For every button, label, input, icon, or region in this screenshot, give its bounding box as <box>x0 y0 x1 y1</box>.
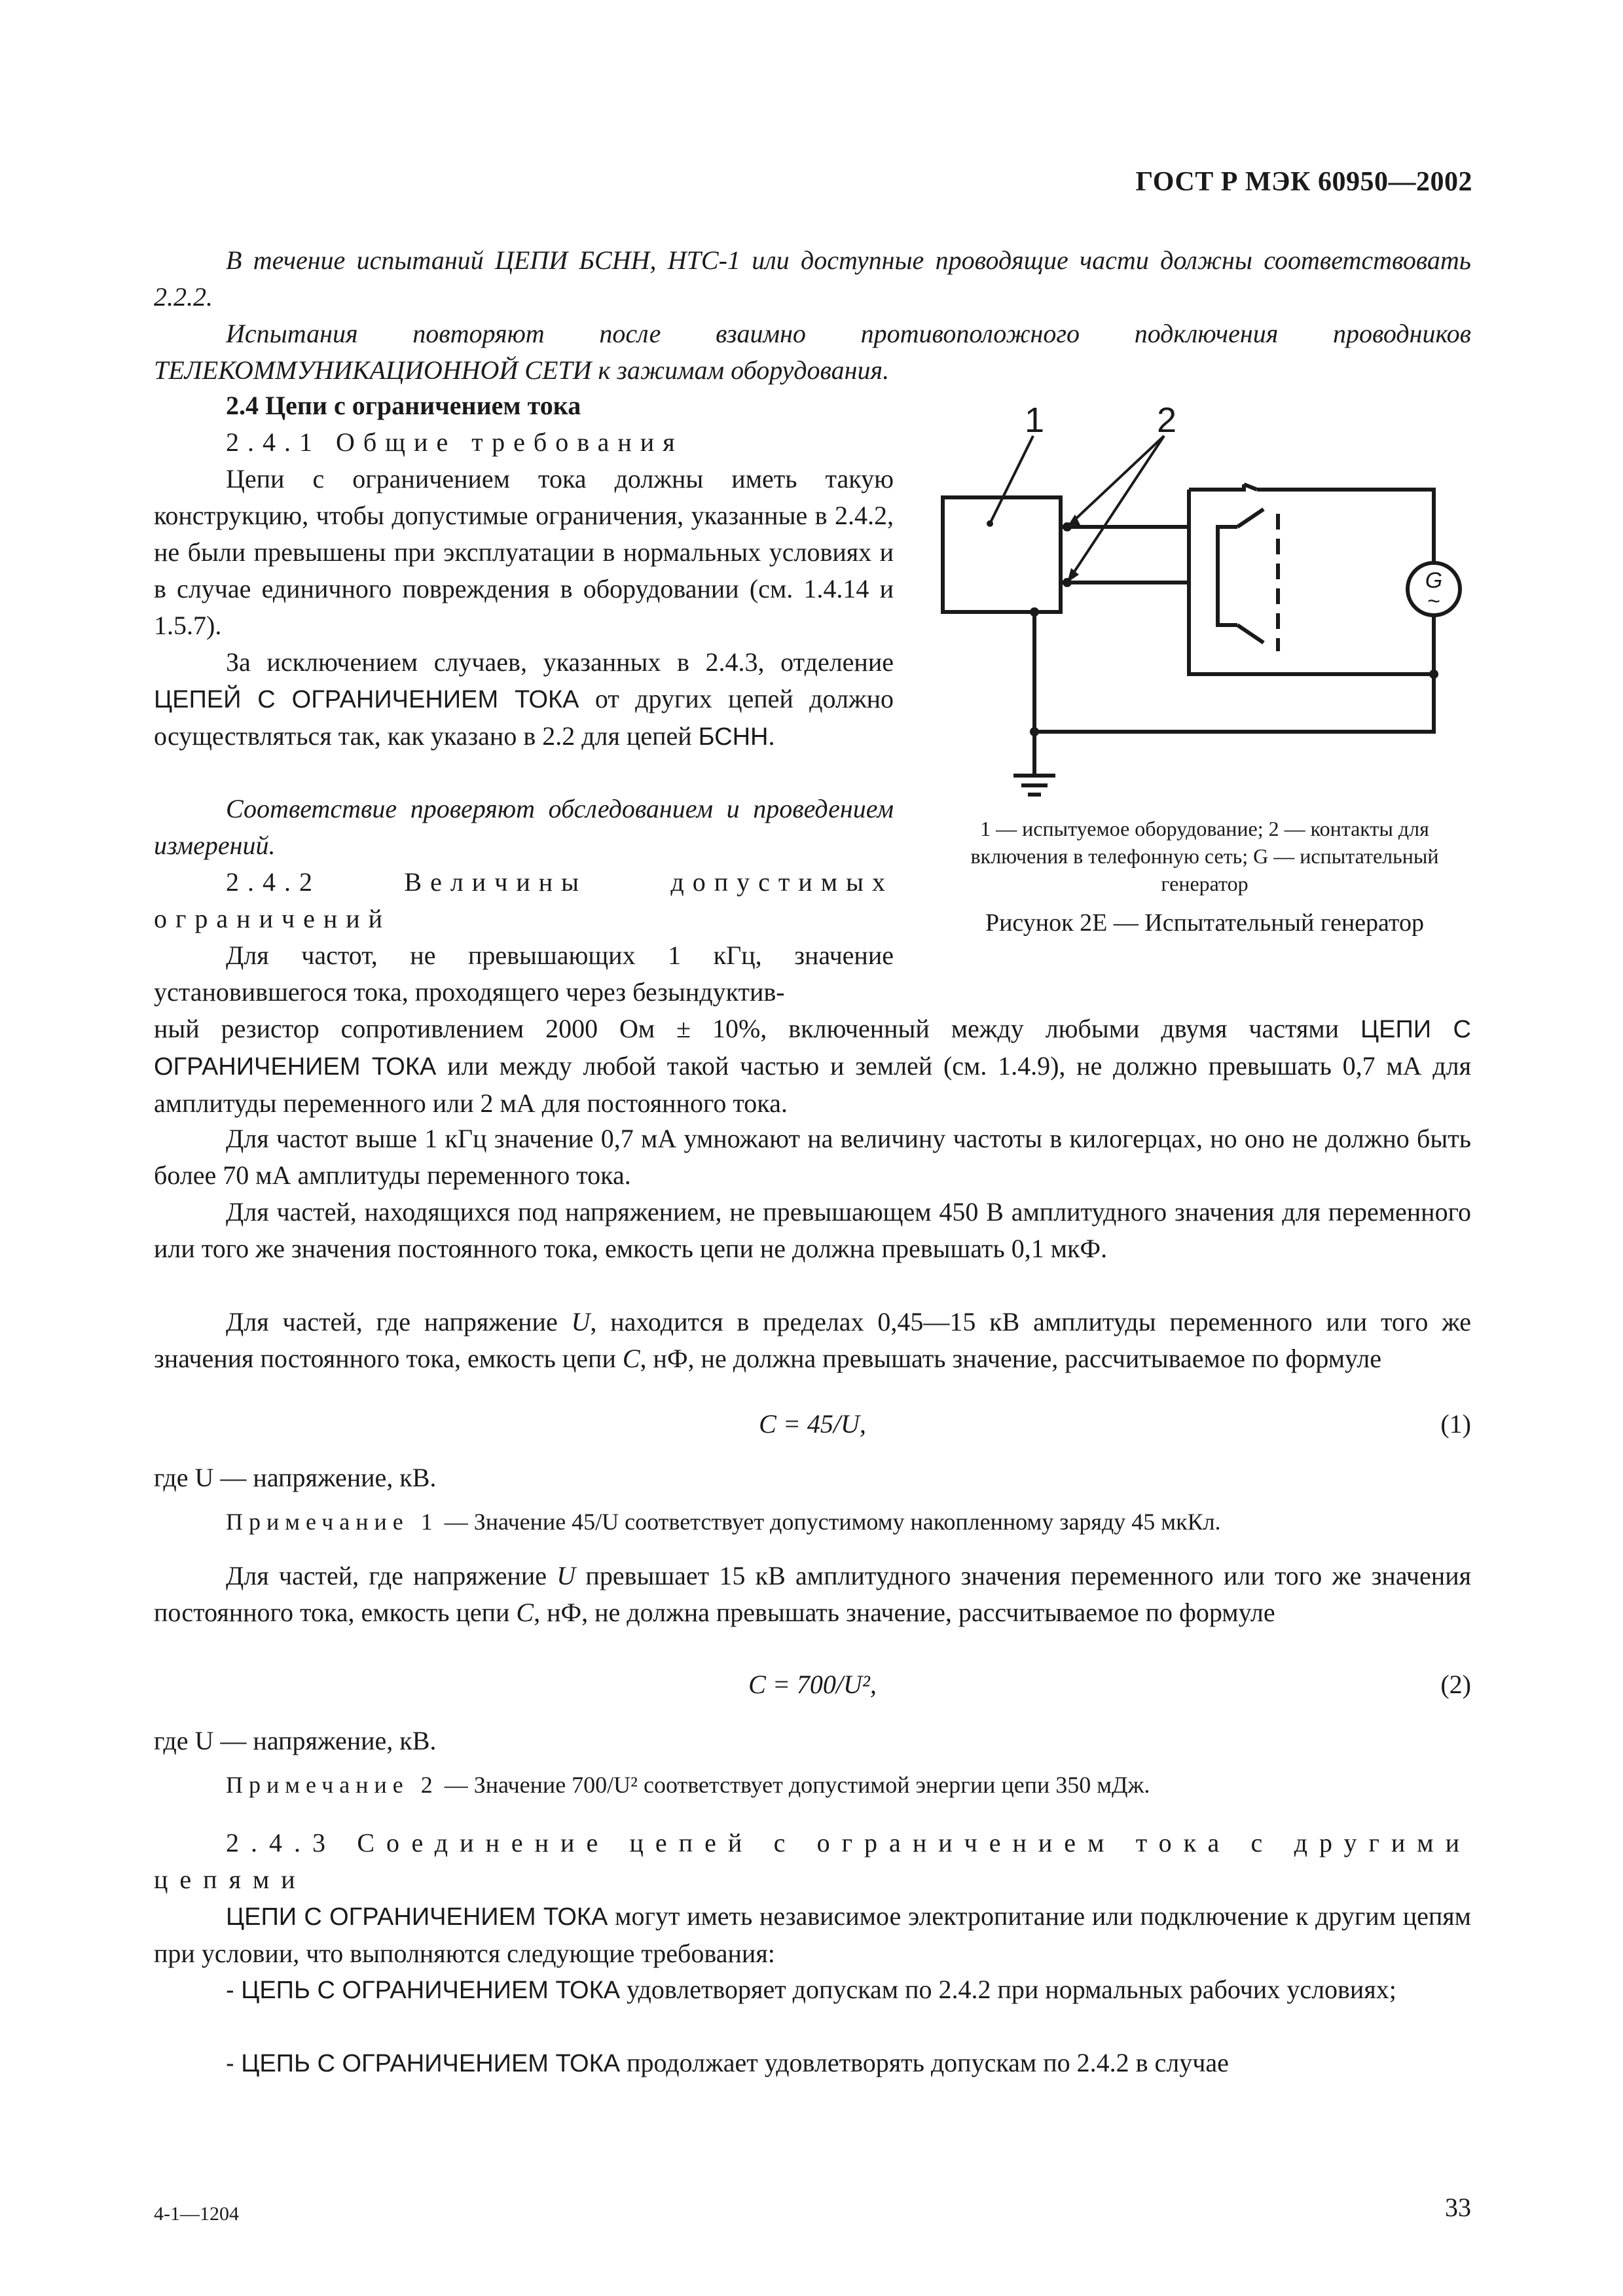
subsection-243-list-item-1: - ЦЕПЬ С ОГРАНИЧЕНИЕМ ТОКА удовлетворяет допускам по 2.4.2 при нормальных рабочих условиях; <box>226 1975 1396 2004</box>
formula-1-where: где U — напряжение, кВ. <box>154 1463 437 1492</box>
footer-print-code: 4-1—1204 <box>154 2203 239 2225</box>
wire-ground-bus <box>1034 674 1434 732</box>
junction-equipment-ground <box>1030 607 1039 617</box>
subsection-242-paragraph-4: Для частей, где напряжение U, находится в пределах 0,45—15 кВ амплитуды переменного или того же значения постоянного тока, емкость цепи C, нФ, не должна превышать значение, рассчитываемое по формуле <box>154 1307 1471 1373</box>
subsection-242-paragraph-2: Для частот выше 1 кГц значение 0,7 мА умножают на величину частоты в килогерцах, но оно не должно быть более 70 мА амплитуды переменного тока. <box>154 1124 1471 1190</box>
page-number: 33 <box>1445 2193 1471 2222</box>
contact-arm-lower <box>1218 563 1237 625</box>
switch-frame-top <box>1189 484 1244 490</box>
intro-paragraph-2 <box>154 315 1471 389</box>
intro-text-1: В течение испытаний ЦЕПИ БСНН, НТС-1 или доступные проводящие части должны соответствовать 2.2.2. <box>154 245 1471 312</box>
junction-ground-bus <box>1030 727 1039 736</box>
contact-blade-upper <box>1237 509 1264 527</box>
figure-label-2: 2 <box>1156 401 1177 440</box>
leader-line-2b <box>1067 436 1164 583</box>
wire-generator-bottom <box>1290 615 1434 674</box>
intro-text-2: Испытания повторяют после взаимно противоположного подключения проводников ТЕЛЕКОММУНИКАЦИОННОЙ СЕТИ к зажимам оборудования. <box>154 319 1471 385</box>
switch-frame-left <box>1189 490 1290 674</box>
figure-legend: 1 — испытуемое оборудование; 2 — контакты для включения в телефонную сеть; G — испытательный генератор <box>970 817 1439 895</box>
wire-generator-top <box>1257 490 1434 563</box>
subsection-241-paragraph-2: За исключением случаев, указанных в 2.4.3, отделение ЦЕПЕЙ С ОГРАНИЧЕНИЕМ ТОКА от других цепей должно осуществляться так, как указано в 2.2 для цепей БСНН. <box>154 647 894 751</box>
leader-line-1 <box>990 436 1033 524</box>
leader-line-2a <box>1067 436 1164 527</box>
note-1: Примечание 1 — Значение 45/U соответствует допустимому накопленному заряду 45 мкКл. <box>226 1509 1221 1535</box>
figure-title: Рисунок 2Е — Испытательный генератор <box>985 909 1425 937</box>
arrowhead-lower <box>1067 568 1079 583</box>
intro-paragraph-1 <box>154 242 1471 315</box>
junction-generator <box>1429 670 1438 679</box>
note-2: Примечание 2 — Значение 700/U² соответствует допустимой энергии цепи 350 мДж. <box>226 1772 1150 1798</box>
subsection-241-paragraph-1: Цепи с ограничением тока должны иметь такую конструкцию, чтобы допустимые ограничения, указанные в 2.4.2, не были превышены при эксплуатации в нормальных условиях и в случае единичного повреждения в оборудовании (см. 1.4.14 и 1.5.7). <box>154 464 894 640</box>
contact-blade-lower <box>1237 625 1264 643</box>
formula-2-where: где U — напряжение, кВ. <box>154 1726 437 1755</box>
contact-arm-upper <box>1218 527 1237 563</box>
subsection-242-title: 2.4.2 Величины допустимых ограничений <box>154 867 894 933</box>
standard-header: ГОСТ Р МЭК 60950—2002 <box>1135 167 1472 197</box>
leader-dot-1 <box>987 520 993 527</box>
subsection-242-paragraph-1-start: Для частот, не превышающих 1 кГц, значение установившегося тока, проходящего через безындуктив- <box>154 941 894 1007</box>
equipment-box <box>943 497 1061 612</box>
figure-label-1: 1 <box>1024 401 1045 440</box>
generator-label: G <box>1425 568 1443 593</box>
subsection-243-list-item-2: - ЦЕПЬ С ОГРАНИЧЕНИЕМ ТОКА продолжает удовлетворять допускам по 2.4.2 в случае <box>226 2048 1229 2077</box>
formula-2: C = 700/U², (2) <box>748 1670 1471 1699</box>
subsection-242-paragraph-5: Для частей, где напряжение U превышает 15 кВ амплитудного значения переменного или того же значения постоянного тока, емкость цепи C, нФ, не должна превышать значение, рассчитываемое по формуле <box>154 1561 1472 1627</box>
test-generator-diagram <box>930 393 1493 812</box>
subsection-243-paragraph-1: ЦЕПИ С ОГРАНИЧЕНИЕМ ТОКА могут иметь независимое электропитание или подключение к другим цепям при условии, что выполняются следующие требования: <box>154 1901 1471 1968</box>
subsection-242-paragraph-3: Для частей, находящихся под напряжением, не превышающем 450 В амплитудного значения для переменного или того же значения постоянного тока, емкость цепи не должна превышать 0,1 мкФ. <box>154 1197 1471 1263</box>
section-title: 2.4 Цепи с ограничением тока <box>226 391 581 420</box>
subsection-242-paragraph-1-cont: ный резистор сопротивлением 2000 Ом ± 10%, включенный между любыми двумя частями ЦЕПИ С ОГРАНИЧЕНИЕМ ТОКА или между любой такой частью и землей (см. 1.4.9), не должно превышать 0,7 мА для амплитуды переменного или 2 мА для постоянного тока. <box>154 1014 1471 1118</box>
generator-ac-symbol: ~ <box>1427 589 1440 614</box>
subsection-241-paragraph-3: Соответствие проверяют обследованием и проведением измерений. <box>154 794 894 860</box>
subsection-241-title: 2.4.1 Общие требования <box>226 427 684 457</box>
formula-1: C = 45/U, (1) <box>759 1409 1471 1439</box>
subsection-243-title: 2.4.3 Соединение цепей с ограничением тока с другими цепями <box>154 1828 1471 1894</box>
